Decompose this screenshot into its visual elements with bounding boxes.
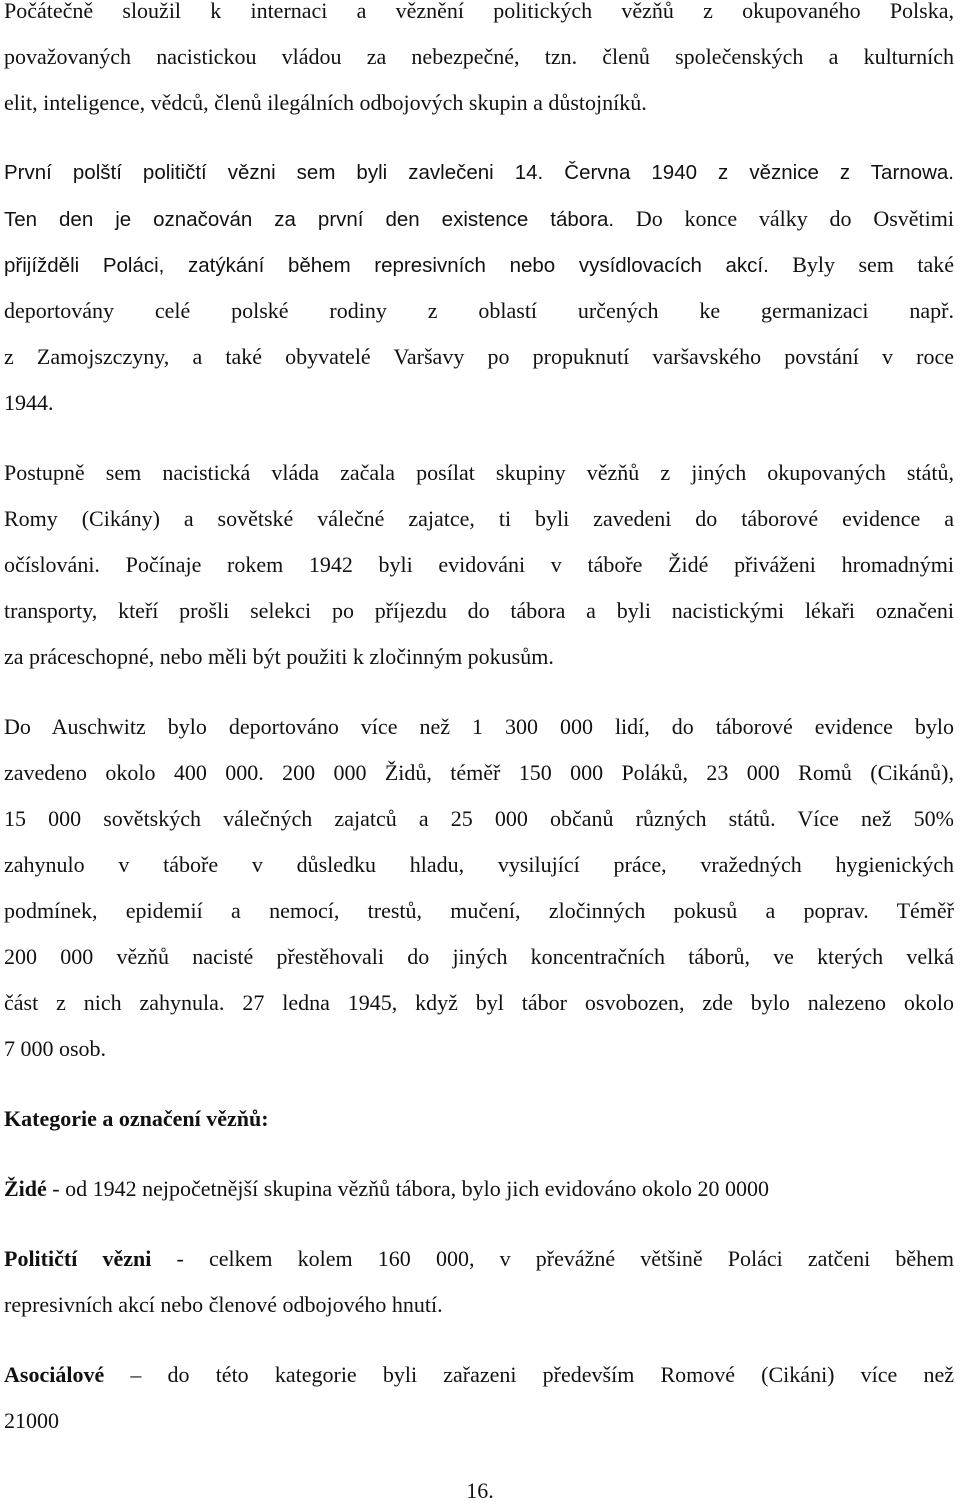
text-line: elit, inteligence, vědců, členů ilegálních odbojových skupin a důstojníků. [4,90,647,115]
text-line: 1944. [4,390,54,415]
section-heading: Kategorie a označení vězňů: [4,1106,269,1131]
text-segment: Byly sem také [768,252,954,277]
text-line: 21000 [4,1408,59,1433]
category-description: - od 1942 nejpočetnější skupina vězňů tábora, bylo jich evidováno okolo 20 0000 [46,1176,769,1201]
page-number: 16. [466,1478,494,1503]
text-line: z Zamojszczyny, a také obyvatelé Varšavy po propuknutí varšavského povstání v roce [4,344,954,369]
text-line: Romy (Cikány) a sovětské válečné zajatce, ti byli zavedeni do táborové evidence a [4,506,954,531]
text-segment: Do konce války do Osvětimi [614,206,954,231]
text-line: očíslováni. Počínaje rokem 1942 byli evidováni v táboře Židé přiváženi hromadnými [4,552,954,577]
text-line: deportovány celé polské rodiny z oblastí určených ke germanizaci např. [4,298,954,323]
text-line: Počátečně sloužil k internaci a věznění politických vězňů z okupovaného Polska, [4,0,954,23]
category-description: - celkem kolem 160 000, v převážné většině Poláci zatčeni během [151,1246,954,1271]
text-line: represivních akcí nebo členové odbojového hnutí. [4,1292,443,1317]
text-line: 200 000 vězňů nacisté přestěhovali do jiných koncentračních táborů, ve kterých velká [4,944,954,969]
text-line: zahynulo v táboře v důsledku hladu, vysilující práce, vražedných hygienických [4,852,954,877]
category-term: Židé [4,1176,47,1201]
text-line: transporty, kteří prošli selekci po příjezdu do tábora a byli nacistickými lékaři označeni [4,598,954,623]
category-term: Asociálové [4,1362,105,1387]
text-line: část z nich zahynula. 27 ledna 1945, když byl tábor osvobozen, zde bylo nalezeno okolo [4,990,954,1015]
text-line [4,248,954,282]
text-line [4,1242,954,1276]
text-line: Do Auschwitz bylo deportováno více než 1 300 000 lidí, do táborové evidence bylo [4,714,954,739]
text-line: zavedeno okolo 400 000. 200 000 Židů, téměř 150 000 Poláků, 23 000 Romů (Cikánů), [4,760,954,785]
text-segment: Ten den je označován za první den existence tábora. [4,208,615,231]
category-term: Političtí vězni [4,1246,152,1271]
text-line: První polští političtí vězni sem byli zavlečeni 14. Června 1940 z věznice z Tarnowa. [4,161,954,184]
text-line: 15 000 sovětských válečných zajatců a 25 000 občanů různých států. Více než 50% [4,806,954,831]
text-line: považovaných nacistickou vládou za nebezpečné, tzn. členů společenských a kulturních [4,44,954,69]
text-line [4,202,954,236]
text-line [4,1358,954,1392]
text-line: 7 000 osob. [4,1036,107,1061]
text-line [4,1172,954,1206]
text-segment: přijížděli Poláci, zatýkání během represivních nebo vysídlovacích akcí. [4,254,769,277]
text-line: Postupně sem nacistická vláda začala posílat skupiny vězňů z jiných okupovaných států, [4,460,954,485]
text-line: za práceschopné, nebo měli být použiti k zločinným pokusům. [4,644,554,669]
category-description: – do této kategorie byli zařazeni především Romové (Cikáni) více než [104,1362,954,1387]
text-line: podmínek, epidemií a nemocí, trestů, mučení, zločinných pokusů a poprav. Téměř [4,898,954,923]
